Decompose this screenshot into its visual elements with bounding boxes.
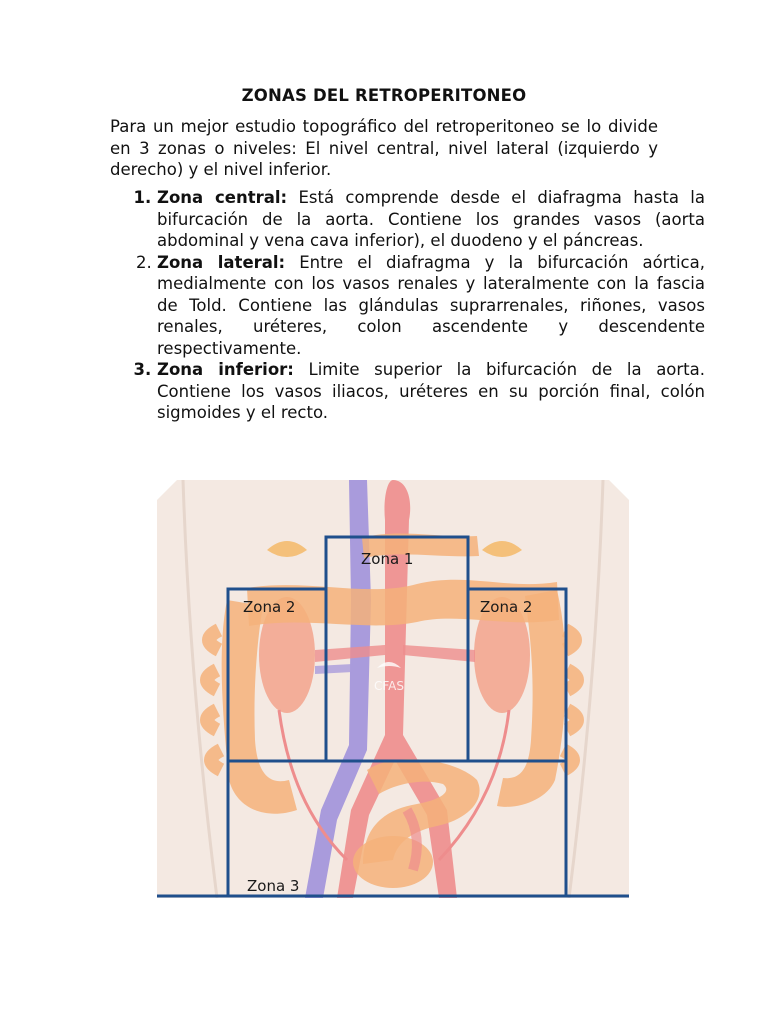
zona-2-right-label: Zona 2 <box>480 598 533 616</box>
list-item-zona-inferior <box>157 359 705 424</box>
list-item-zona-lateral <box>157 252 705 360</box>
zona-3-label: Zona 3 <box>247 877 300 895</box>
list-item-zona-central <box>157 187 705 252</box>
zona-2-left-label: Zona 2 <box>243 598 296 616</box>
zone-description: Entre el diafragma y la bifurcación aórtica, medialmente con los vasos renales y lateralmente con la fascia de Told. Contiene las glándulas suprarrenales, riñones, vasos renales, uréteres, colon ascendente y descendente respectivamente. <box>157 252 705 358</box>
zone-description: Está comprende desde el diafragma hasta la bifurcación de la aorta. Contiene los grandes vasos (aorta abdominal y vena cava inferior), el duodeno y el páncreas. <box>157 188 705 250</box>
watermark-text: CFAS <box>373 679 405 693</box>
retroperitoneum-zones-figure <box>157 480 629 898</box>
document-title: ZONAS DEL RETROPERITONEO <box>241 86 527 105</box>
zone-name: Zona inferior: <box>157 360 294 379</box>
zone-description: Limite superior la bifurcación de la aorta. Contiene los vasos iliacos, uréteres en su porción final, colón sigmoides y el recto. <box>157 360 706 422</box>
zone-name: Zona lateral: <box>157 252 286 272</box>
zone-name: Zona central: <box>157 188 288 207</box>
anatomy-illustration <box>157 480 629 898</box>
zones-list <box>110 187 705 424</box>
intro-paragraph: Para un mejor estudio topográfico del retroperitoneo se lo divide en 3 zonas o niveles: El nivel central, nivel lateral (izquierdo y derecho) y el nivel inferior. <box>110 117 658 179</box>
zona-1-label: Zona 1 <box>361 550 414 568</box>
